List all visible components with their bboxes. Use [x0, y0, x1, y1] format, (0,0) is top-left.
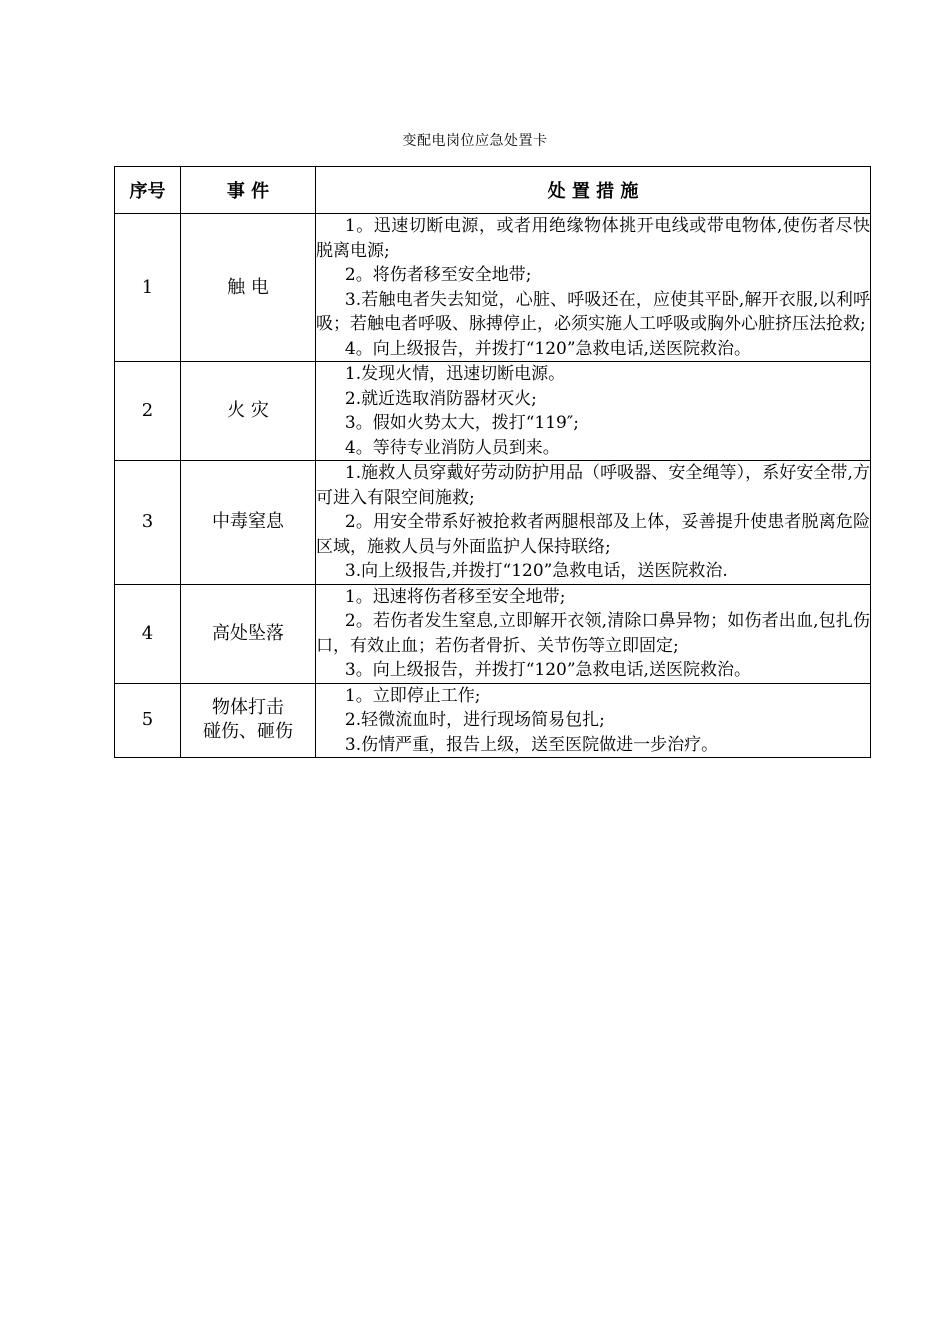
- measure-item: 4。等待专业消防人员到来。: [344, 437, 560, 458]
- row-number: 2: [115, 362, 181, 461]
- measure-item: 2。若伤者发生窒息,立即解开衣领,清除口鼻异物；如伤者出血,包扎伤口，有效止血；若伤者骨折、关节伤等立即固定;: [316, 611, 870, 656]
- row-measures: [316, 214, 871, 362]
- table-row: [115, 461, 871, 585]
- measure-item: 3.若触电者失去知觉，心脏、呼吸还在，应使其平卧,解开衣服,以利呼吸；若触电者呼吸、脉搏停止，必须实施人工呼吸或胸外心脏挤压法抢救;: [316, 289, 870, 334]
- event-line: 触 电: [227, 276, 269, 298]
- row-number: 5: [115, 683, 181, 758]
- row-number: 3: [115, 461, 181, 585]
- measure-item: 1.施救人员穿戴好劳动防护用品（呼吸器、安全绳等），系好安全带,方可进入有限空间施救;: [316, 463, 870, 508]
- table-row: [115, 584, 871, 683]
- header-num: 序号: [115, 167, 181, 214]
- row-event: [181, 214, 316, 362]
- measure-item: 2.轻微流血时，进行现场简易包扎;: [344, 710, 605, 730]
- row-measures: [316, 461, 871, 585]
- table-header-row: [115, 167, 871, 214]
- measure-item: 3。假如火势太大，拨打“119″;: [344, 413, 579, 433]
- event-line: 高处坠落: [212, 622, 284, 644]
- row-event: [181, 683, 316, 758]
- row-number: 1: [115, 214, 181, 362]
- row-measures: [316, 584, 871, 683]
- event-line: 碰伤、砸伤: [203, 721, 293, 743]
- measure-item: 2.就近选取消防器材灭火;: [344, 388, 537, 409]
- measure-item: 1。迅速切断电源，或者用绝缘物体挑开电线或带电物体,使伤者尽快脱离电源;: [316, 216, 870, 261]
- row-measures: [316, 362, 871, 461]
- row-event: [181, 584, 316, 683]
- header-measures: 处 置 措 施: [316, 167, 871, 214]
- measure-item: 1.发现火情，迅速切断电源。: [344, 364, 566, 384]
- row-measures: [316, 683, 871, 758]
- measure-item: 3。向上级报告，并拨打“120”急救电话,送医院救治。: [344, 660, 751, 680]
- measure-item: 2。将伤者移至安全地带;: [344, 265, 532, 285]
- event-line: 火 灾: [227, 400, 269, 421]
- measure-item: 1。迅速将伤者移至安全地带;: [344, 586, 566, 607]
- table-row: [115, 362, 871, 461]
- table-row: [115, 214, 871, 362]
- measure-item: 3.伤情严重，报告上级，送至医院做进一步治疗。: [344, 734, 719, 755]
- measure-item: 3.向上级报告,并拨打“120”急救电话，送医院救治.: [344, 561, 728, 581]
- document-title: 变配电岗位应急处置卡: [402, 133, 548, 149]
- event-line: 中毒窒息: [212, 511, 284, 533]
- row-event: [181, 362, 316, 461]
- measure-item: 2。用安全带系好被抢救者两腿根部及上体，妥善提升使患者脱离危险区域，施救人员与外面监护人保持联络;: [316, 512, 870, 557]
- header-event: 事 件: [181, 167, 316, 214]
- event-line: 物体打击: [212, 697, 284, 719]
- measure-item: 4。向上级报告，并拨打“120”急救电话,送医院救治。: [344, 338, 751, 359]
- row-event: [181, 461, 316, 585]
- measure-item: 1。立即停止工作;: [344, 685, 481, 706]
- table-row: [115, 683, 871, 758]
- row-number: 4: [115, 584, 181, 683]
- emergency-card-table: [114, 166, 871, 758]
